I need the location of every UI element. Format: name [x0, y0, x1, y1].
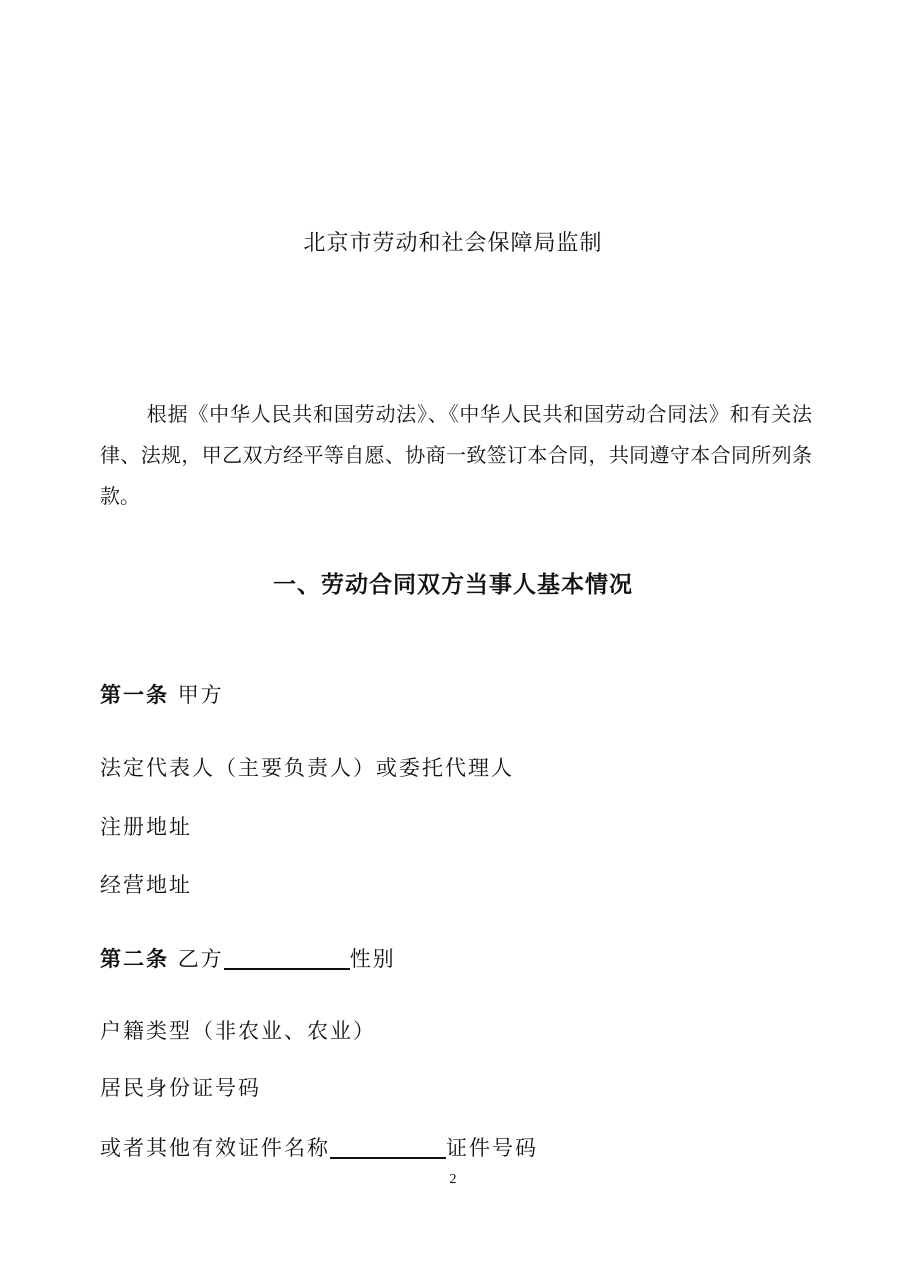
preamble-paragraph: [100, 394, 812, 517]
id-number-field: 居民身份证号码: [100, 1076, 261, 1100]
article2-heading: [100, 948, 396, 970]
other-cert-line: [100, 1137, 538, 1159]
legal-rep-field: 法定代表人（主要负责人）或委托代理人: [100, 756, 514, 780]
name-blank: [224, 948, 350, 970]
article2-label: 第二条: [100, 947, 169, 971]
supervisor-line: 北京市劳动和社会保障局监制: [303, 231, 603, 256]
gender-field: 性别: [349, 947, 396, 971]
article2-party: 乙方: [177, 947, 224, 971]
cert-number-field: 证件号码: [446, 1136, 538, 1160]
preamble-text: 根据《中华人民共和国劳动法》、《中华人民共和国劳动合同法》和有关法律、法规，甲乙双方经平等自愿、协商一致签订本合同，共同遵守本合同所列条款。: [100, 402, 812, 508]
section-title: 一、劳动合同双方当事人基本情况: [273, 572, 633, 598]
page-number: 2: [449, 1172, 457, 1187]
registered-address-field: 注册地址: [100, 815, 192, 839]
cert-name-blank: [330, 1137, 446, 1159]
article1-party: 甲方: [177, 683, 224, 707]
other-cert-name-field: 或者其他有效证件名称: [100, 1136, 330, 1160]
business-address-field: 经营地址: [100, 873, 192, 897]
article1-heading: [100, 685, 224, 706]
article1-label: 第一条: [100, 683, 169, 707]
household-type-field: 户籍类型（非农业、农业）: [100, 1019, 376, 1043]
